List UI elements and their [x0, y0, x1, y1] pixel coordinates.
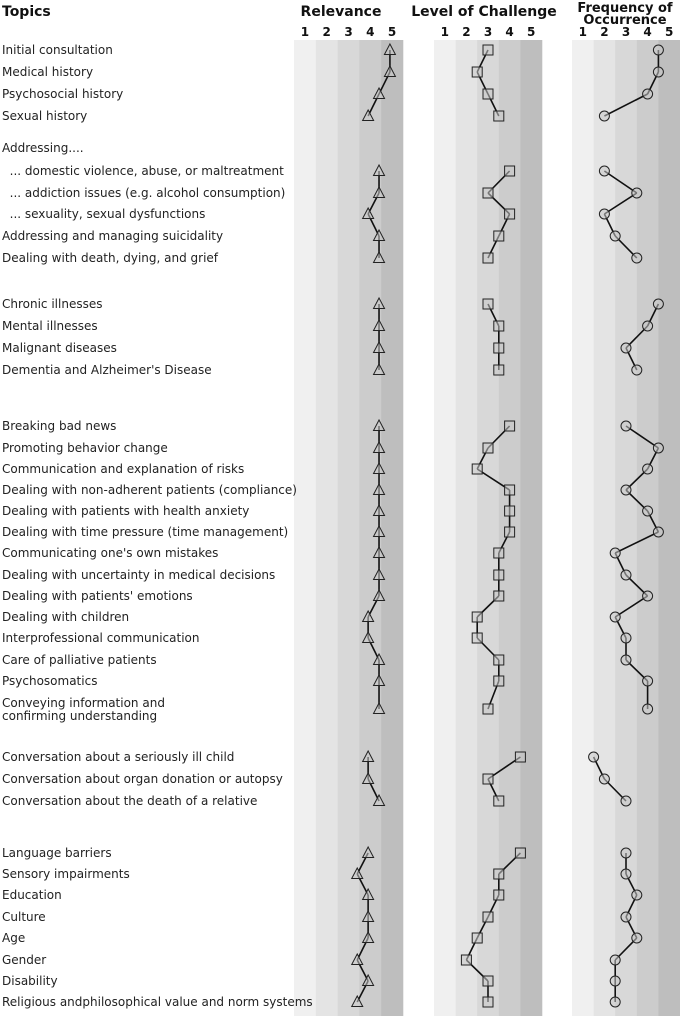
frequency-band-1 — [572, 40, 594, 1016]
challenge-point — [483, 253, 493, 263]
frequency-point — [621, 343, 631, 353]
challenge-band-2 — [456, 40, 478, 1016]
challenge-point — [483, 188, 493, 198]
challenge-point — [483, 45, 493, 55]
topic-label: Dealing with children — [2, 610, 130, 624]
topic-label: Dealing with patients' emotions — [2, 589, 193, 603]
topic-label: Addressing and managing suicidality — [2, 229, 224, 243]
challenge-tick-label: 2 — [462, 25, 471, 39]
frequency-tick-label: 1 — [578, 25, 587, 39]
challenge-tick-label: 3 — [483, 25, 493, 39]
challenge-point — [472, 464, 482, 474]
topic-label: Gender — [2, 953, 47, 967]
topic-label: Sexual history — [2, 109, 88, 123]
challenge-point — [494, 655, 504, 665]
frequency-point — [632, 188, 642, 198]
challenge-point — [494, 570, 504, 580]
topic-label: Communicating one's own mistakes — [2, 546, 219, 560]
relevance-tick-label: 5 — [387, 25, 397, 39]
frequency-point — [643, 321, 653, 331]
challenge-point — [494, 365, 504, 375]
topic-label: Breaking bad news — [2, 419, 117, 433]
challenge-point — [494, 231, 504, 241]
topic-label: Conveying information and — [2, 696, 165, 710]
topic-label: Education — [2, 888, 62, 902]
challenge-point — [472, 67, 482, 77]
topic-label: Dementia and Alzheimer's Disease — [2, 363, 212, 377]
frequency-point — [653, 443, 663, 453]
frequency-point — [643, 704, 653, 714]
topic-label: Disability — [2, 974, 58, 988]
challenge-point — [505, 485, 515, 495]
topic-label: Chronic illnesses — [2, 297, 103, 311]
challenge-point — [483, 912, 493, 922]
topic-label: Dealing with patients with health anxiety — [2, 504, 250, 518]
challenge-header: Level of Challenge — [411, 4, 557, 20]
topic-label: Conversation about a seriously ill child — [2, 750, 235, 764]
frequency-point — [621, 655, 631, 665]
challenge-point — [483, 774, 493, 784]
frequency-point — [643, 591, 653, 601]
challenge-point — [505, 421, 515, 431]
frequency-point — [632, 933, 642, 943]
topic-label: Age — [2, 931, 26, 945]
topic-label: Dealing with death, dying, and grief — [2, 251, 219, 265]
challenge-point — [494, 869, 504, 879]
topic-label: Dealing with non-adherent patients (compliance) — [2, 483, 297, 497]
frequency-point — [643, 506, 653, 516]
challenge-point — [494, 591, 504, 601]
frequency-point — [643, 676, 653, 686]
relevance-tick-label: 1 — [300, 25, 310, 39]
frequency-point — [621, 848, 631, 858]
challenge-point — [505, 166, 515, 176]
topic-label: Communication and explanation of risks — [2, 462, 245, 476]
relevance-band-1 — [294, 40, 316, 1016]
challenge-point — [472, 612, 482, 622]
relevance-tick-label: 3 — [344, 25, 353, 39]
frequency-point — [610, 955, 620, 965]
challenge-point — [494, 890, 504, 900]
frequency-point — [632, 365, 642, 375]
frequency-point — [599, 209, 609, 219]
challenge-point — [494, 676, 504, 686]
frequency-point — [589, 752, 599, 762]
challenge-tick-label: 1 — [440, 25, 449, 39]
frequency-band-2 — [594, 40, 616, 1016]
challenge-point — [483, 976, 493, 986]
topic-label: ... sexuality, sexual dysfunctions — [2, 207, 206, 221]
challenge-point — [483, 997, 493, 1007]
frequency-tick-label: 3 — [621, 25, 631, 39]
frequency-point — [610, 231, 620, 241]
topic-label: Psychosomatics — [2, 674, 98, 688]
challenge-point — [505, 506, 515, 516]
frequency-point — [599, 774, 609, 784]
challenge-band-5 — [520, 40, 542, 1016]
frequency-point — [610, 997, 620, 1007]
relevance-tick-label: 2 — [322, 25, 331, 39]
topic-label: Culture — [2, 910, 46, 924]
relevance-band-5 — [381, 40, 403, 1016]
topic-label: Conversation about organ donation or autopsy — [2, 772, 283, 786]
topic-label: Initial consultation — [2, 43, 113, 57]
topic-label: Dealing with time pressure (time management) — [2, 525, 289, 539]
topic-label: Promoting behavior change — [2, 441, 168, 455]
frequency-point — [653, 67, 663, 77]
frequency-point — [621, 570, 631, 580]
topic-label: ... domestic violence, abuse, or maltreatment — [2, 164, 284, 178]
topic-label: Interprofessional communication — [2, 631, 200, 645]
topic-label: Malignant diseases — [2, 341, 117, 355]
challenge-point — [505, 527, 515, 537]
challenge-point — [494, 548, 504, 558]
frequency-point — [653, 45, 663, 55]
challenge-tick-label: 5 — [527, 25, 536, 39]
frequency-point — [643, 464, 653, 474]
topic-label: Mental illnesses — [2, 319, 98, 333]
frequency-point — [599, 166, 609, 176]
frequency-tick-label: 4 — [643, 25, 652, 39]
challenge-point — [515, 848, 525, 858]
topic-label: Psychosocial history — [2, 87, 124, 101]
frequency-point — [599, 111, 609, 121]
frequency-point — [621, 796, 631, 806]
frequency-point — [610, 976, 620, 986]
topic-label: Sensory impairments — [2, 867, 130, 881]
frequency-tick-label: 2 — [600, 25, 609, 39]
topic-label: Care of palliative patients — [2, 653, 157, 667]
topic-label: Conversation about the death of a relative — [2, 794, 258, 808]
frequency-point — [610, 548, 620, 558]
relevance-tick-label: 4 — [366, 25, 375, 39]
challenge-point — [505, 209, 515, 219]
challenge-point — [483, 299, 493, 309]
frequency-point — [632, 890, 642, 900]
challenge-point — [494, 321, 504, 331]
challenge-point — [494, 343, 504, 353]
frequency-point — [621, 912, 631, 922]
topic-label: Language barriers — [2, 846, 112, 860]
topic-label-line2: confirming understanding — [2, 709, 158, 723]
topic-label: ... addiction issues (e.g. alcohol consumption) — [2, 186, 286, 200]
challenge-point — [483, 443, 493, 453]
frequency-header-line1: Frequency of — [577, 1, 673, 16]
topic-label: Dealing with uncertainty in medical decisions — [2, 568, 276, 582]
frequency-point — [610, 612, 620, 622]
frequency-tick-label: 5 — [665, 25, 674, 39]
challenge-point — [494, 111, 504, 121]
frequency-point — [653, 299, 663, 309]
frequency-point — [621, 421, 631, 431]
topic-label: Medical history — [2, 65, 94, 79]
challenge-band-1 — [434, 40, 456, 1016]
challenge-point — [515, 752, 525, 762]
topic-label: Addressing.... — [2, 141, 84, 155]
relevance-band-2 — [316, 40, 338, 1016]
topics-header: Topics — [2, 4, 51, 20]
challenge-point — [483, 89, 493, 99]
challenge-point — [483, 704, 493, 714]
frequency-point — [621, 869, 631, 879]
frequency-header-line2: Occurrence — [583, 13, 667, 28]
challenge-point — [472, 933, 482, 943]
challenge-point — [494, 796, 504, 806]
challenge-point — [472, 633, 482, 643]
frequency-point — [621, 485, 631, 495]
frequency-point — [643, 89, 653, 99]
topic-label: Religious andphilosophical value and norm systems — [2, 995, 313, 1009]
frequency-point — [632, 253, 642, 263]
frequency-point — [653, 527, 663, 537]
relevance-header: Relevance — [300, 4, 382, 20]
frequency-point — [621, 633, 631, 643]
challenge-tick-label: 4 — [505, 25, 514, 39]
challenge-point — [461, 955, 471, 965]
